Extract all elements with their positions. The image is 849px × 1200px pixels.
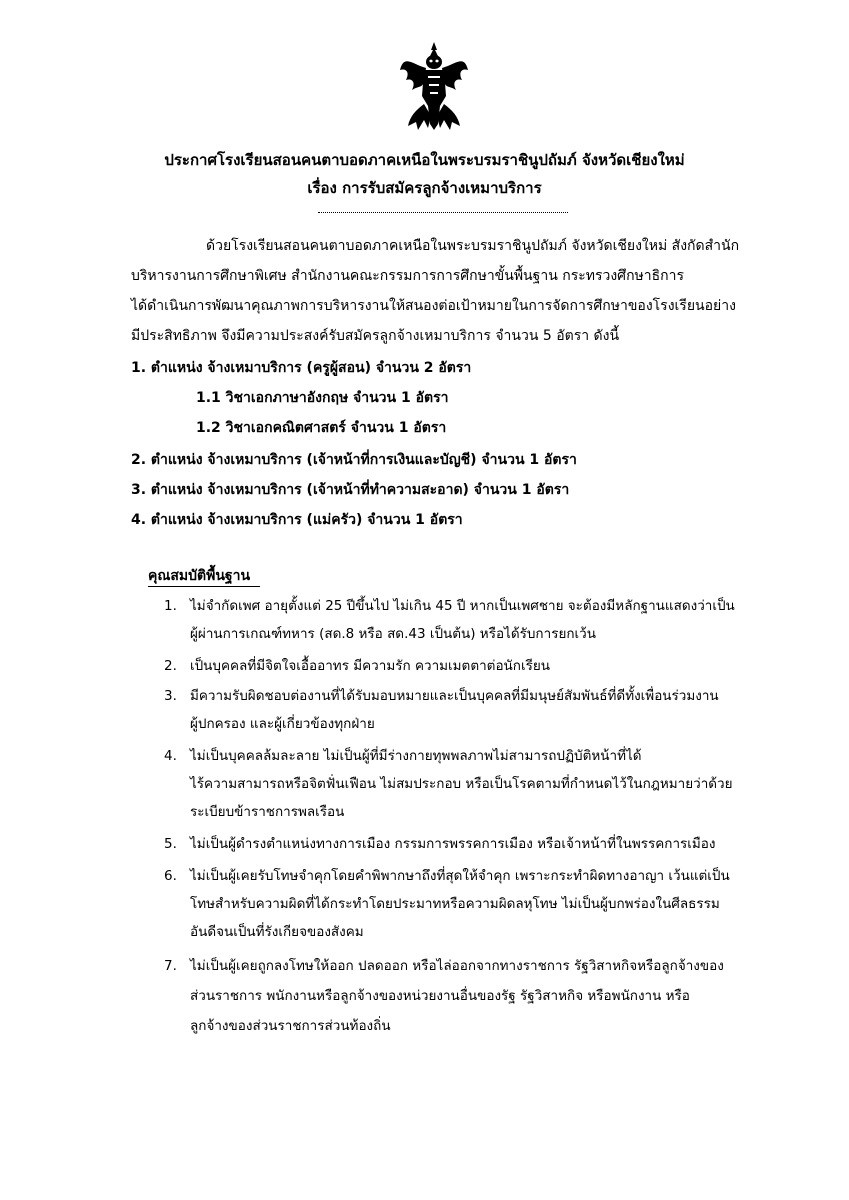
qualification-line: เป็นบุคคลที่มีจิตใจเอื้ออาทร มีความรัก ความเมตตาต่อนักเรียน xyxy=(190,658,550,674)
position-4: 4. ตำแหน่ง จ้างเหมาบริการ (แม่ครัว) จำนวน 1 อัตรา xyxy=(131,512,463,528)
qualification-line: ไม่เป็นผู้เคยรับโทษจำคุกโดยคำพิพากษาถึงที่สุดให้จำคุก เพราะกระทำผิดทางอาญา เว้นแต่เป็น xyxy=(190,868,730,884)
qualification-line: ไม่เป็นผู้เคยถูกลงโทษให้ออก ปลดออก หรือไล่ออกจากทางราชการ รัฐวิสาหกิจหรือลูกจ้างของ xyxy=(190,958,724,974)
qualification-line: ไร้ความสามารถหรือจิตฟั่นเฟือน ไม่สมประกอบ หรือเป็นโรคตามที่กำหนดไว้ในกฎหมายว่าด้วย xyxy=(190,776,733,792)
qualification-number: 4. xyxy=(164,748,177,764)
intro-line-4: มีประสิทธิภาพ จึงมีความประสงค์รับสมัครลูกจ้างเหมาบริการ จำนวน 5 อัตรา ดังนี้ xyxy=(131,328,620,344)
garuda-emblem-icon xyxy=(398,40,470,132)
qualification-line: ลูกจ้างของส่วนราชการส่วนท้องถิ่น xyxy=(190,1018,391,1034)
qualification-number: 7. xyxy=(164,958,177,974)
qualification-line: ไม่เป็นผู้ดำรงตำแหน่งทางการเมือง กรรมการพรรคการเมือง หรือเจ้าหน้าที่ในพรรคการเมือง xyxy=(190,836,716,852)
title-divider xyxy=(318,212,568,213)
qualification-number: 5. xyxy=(164,836,177,852)
qualifications-heading: คุณสมบัติพื้นฐาน xyxy=(148,568,251,584)
qualification-number: 3. xyxy=(164,688,177,704)
qualifications-heading-underline xyxy=(148,586,260,587)
qualification-line: มีความรับผิดชอบต่องานที่ได้รับมอบหมายและเป็นบุคคลที่มีมนุษย์สัมพันธ์ที่ดีทั้งเพื่อนร่วมงาน xyxy=(190,688,719,704)
intro-line-3: ได้ดำเนินการพัฒนาคุณภาพการบริหารงานให้สนองต่อเป้าหมายในการจัดการศึกษาของโรงเรียนอย่าง xyxy=(131,298,736,314)
intro-line-2: บริหารงานการศึกษาพิเศษ สำนักงานคณะกรรมการการศึกษาขั้นพื้นฐาน กระทรวงศึกษาธิการ xyxy=(131,268,685,284)
qualification-line: ไม่จำกัดเพศ อายุตั้งแต่ 25 ปีขึ้นไป ไม่เกิน 45 ปี หากเป็นเพศชาย จะต้องมีหลักฐานแสดงว่าเป็น xyxy=(190,598,735,614)
qualification-number: 6. xyxy=(164,868,177,884)
intro-line-1: ด้วยโรงเรียนสอนคนตาบอดภาคเหนือในพระบรมราชินูปถัมภ์ จังหวัดเชียงใหม่ สังกัดสำนัก xyxy=(206,238,740,254)
qualification-line: ผู้ปกครอง และผู้เกี่ยวข้องทุกฝ่าย xyxy=(190,716,375,732)
qualification-line: ไม่เป็นบุคคลล้มละลาย ไม่เป็นผู้ที่มีร่างกายทุพพลภาพไม่สามารถปฏิบัติหน้าที่ได้ xyxy=(190,748,642,764)
qualification-line: ผู้ผ่านการเกณฑ์ทหาร (สด.8 หรือ สด.43 เป็นต้น) หรือได้รับการยกเว้น xyxy=(190,626,596,642)
qualification-line: โทษสำหรับความผิดที่ได้กระทำโดยประมาทหรือความผิดลหุโทษ ไม่เป็นผู้บกพร่องในศีลธรรม xyxy=(190,896,720,912)
position-1-2: 1.2 วิชาเอกคณิตศาสตร์ จำนวน 1 อัตรา xyxy=(196,420,447,436)
position-2: 2. ตำแหน่ง จ้างเหมาบริการ (เจ้าหน้าที่การเงินและบัญชี) จำนวน 1 อัตรา xyxy=(131,452,577,468)
position-1: 1. ตำแหน่ง จ้างเหมาบริการ (ครูผู้สอน) จำนวน 2 อัตรา xyxy=(131,360,472,376)
position-1-1: 1.1 วิชาเอกภาษาอังกฤษ จำนวน 1 อัตรา xyxy=(196,390,449,406)
position-3: 3. ตำแหน่ง จ้างเหมาบริการ (เจ้าหน้าที่ทำความสะอาด) จำนวน 1 อัตรา xyxy=(131,482,570,498)
qualification-number: 1. xyxy=(164,598,177,614)
announcement-title: ประกาศโรงเรียนสอนคนตาบอดภาคเหนือในพระบรมราชินูปถัมภ์ จังหวัดเชียงใหม่ xyxy=(164,151,685,169)
qualification-line: อันดีจนเป็นที่รังเกียจของสังคม xyxy=(190,924,364,940)
qualification-line: ระเบียบข้าราชการพลเรือน xyxy=(190,804,345,820)
announcement-subject: เรื่อง การรับสมัครลูกจ้างเหมาบริการ xyxy=(307,179,542,197)
qualification-number: 2. xyxy=(164,658,177,674)
qualification-line: ส่วนราชการ พนักงานหรือลูกจ้างของหน่วยงานอื่นของรัฐ รัฐวิสาหกิจ หรือพนักงาน หรือ xyxy=(190,988,690,1004)
